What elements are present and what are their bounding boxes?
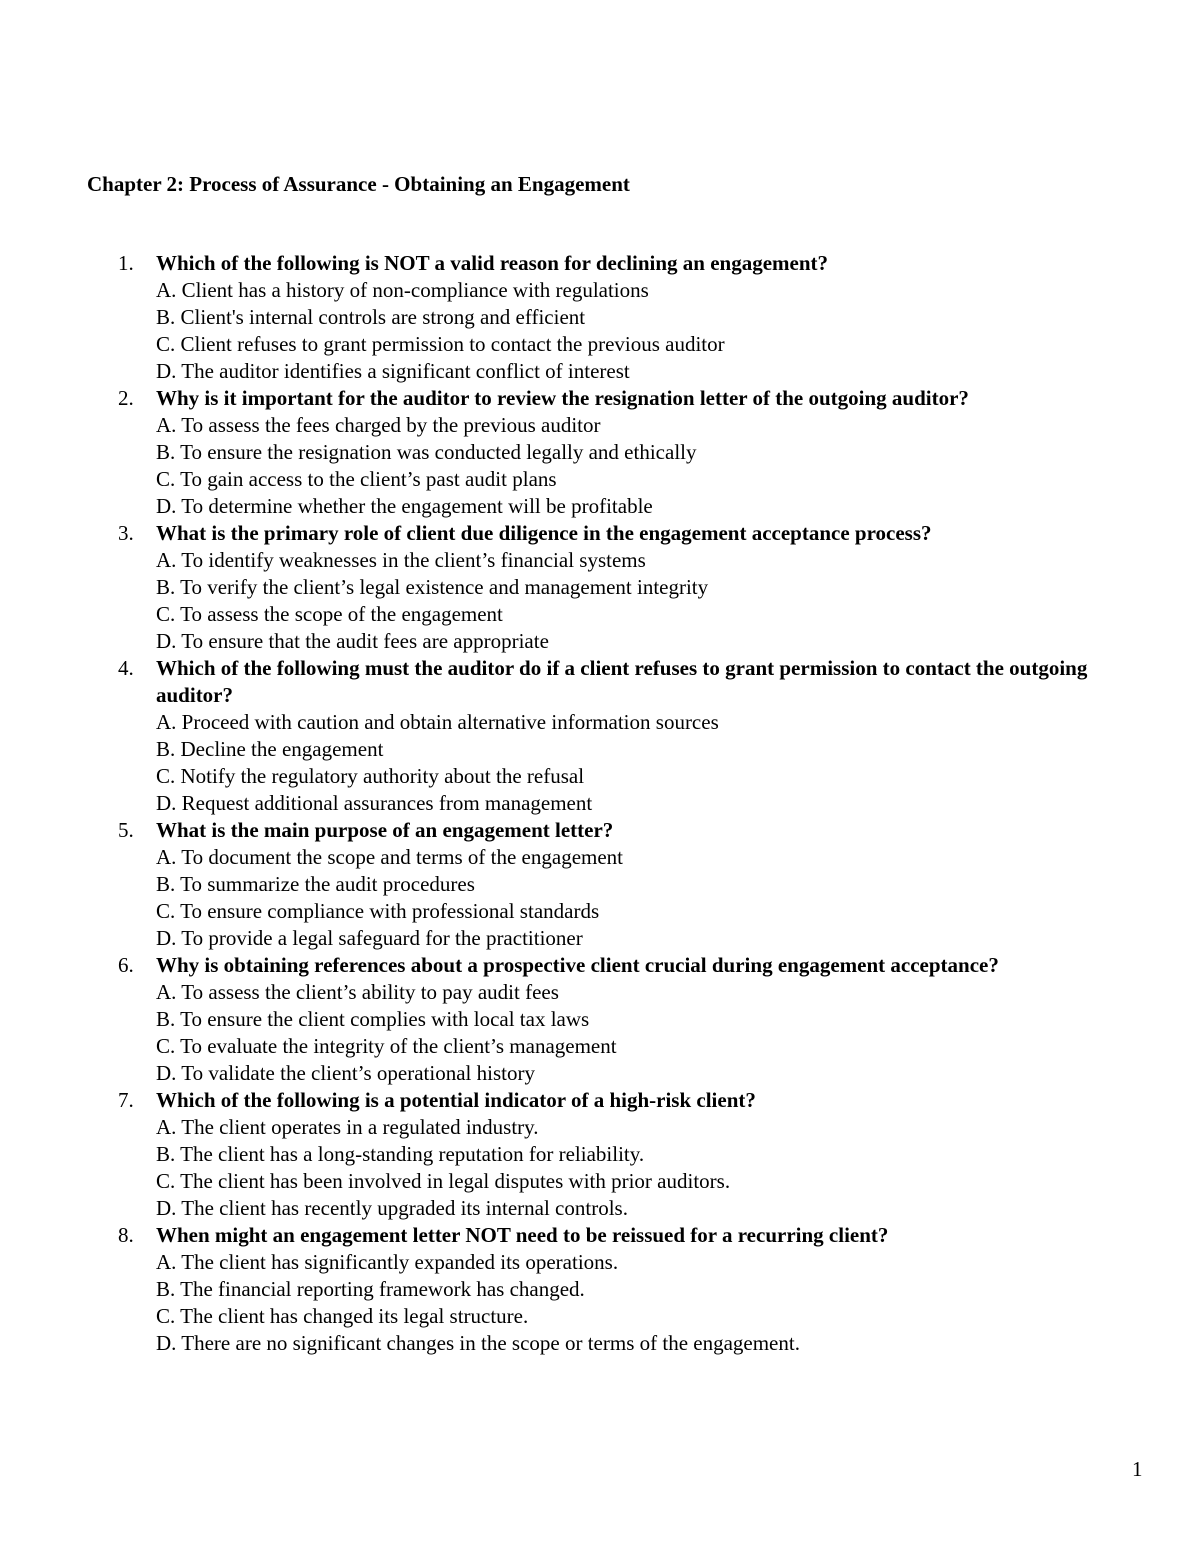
question-number: 2. [118, 386, 134, 410]
question-text: Why is it important for the auditor to review the resignation letter of the outgoing auditor? [156, 386, 969, 410]
answer-option: C. Notify the regulatory authority about the refusal [156, 764, 585, 788]
answer-option: B. To ensure the client complies with local tax laws [156, 1007, 590, 1031]
answer-option: C. To assess the scope of the engagement [156, 602, 503, 626]
question-item [0, 655, 1200, 817]
answer-option: A. To assess the client’s ability to pay audit fees [156, 980, 559, 1004]
answer-option: D. To provide a legal safeguard for the practitioner [156, 926, 583, 950]
answer-option: D. To ensure that the audit fees are appropriate [156, 629, 549, 653]
answer-option: C. To gain access to the client’s past audit plans [156, 467, 557, 491]
answer-option: B. To ensure the resignation was conducted legally and ethically [156, 440, 697, 464]
question-item [0, 520, 1200, 655]
question-list [0, 250, 1200, 1357]
answer-option: C. The client has been involved in legal disputes with prior auditors. [156, 1169, 731, 1193]
answer-option: D. Request additional assurances from management [156, 791, 593, 815]
answer-option: D. The client has recently upgraded its internal controls. [156, 1196, 628, 1220]
answer-option: B. Decline the engagement [156, 737, 384, 761]
question-text: What is the main purpose of an engagement letter? [156, 818, 614, 842]
answer-option: D. The auditor identifies a significant conflict of interest [156, 359, 630, 383]
question-item [0, 1087, 1200, 1222]
answer-option: C. The client has changed its legal structure. [156, 1304, 529, 1328]
answer-option: A. To identify weaknesses in the client’s financial systems [156, 548, 646, 572]
answer-option: A. Client has a history of non-compliance with regulations [156, 278, 649, 302]
question-item [0, 250, 1200, 385]
answer-option: B. To verify the client’s legal existence and management integrity [156, 575, 709, 599]
answer-option: C. To evaluate the integrity of the client’s management [156, 1034, 617, 1058]
question-number: 3. [118, 521, 134, 545]
answer-option: C. To ensure compliance with professional standards [156, 899, 600, 923]
question-text: What is the primary role of client due diligence in the engagement acceptance process? [156, 521, 932, 545]
answer-option: B. Client's internal controls are strong and efficient [156, 305, 586, 329]
question-text: Which of the following is a potential indicator of a high-risk client? [156, 1088, 756, 1112]
question-text: When might an engagement letter NOT need to be reissued for a recurring client? [156, 1223, 889, 1247]
answer-option: D. To determine whether the engagement will be profitable [156, 494, 653, 518]
question-number: 1. [118, 251, 134, 275]
page-number: 1 [1132, 1457, 1143, 1481]
answer-option: B. The financial reporting framework has changed. [156, 1277, 585, 1301]
page-title: Chapter 2: Process of Assurance - Obtaining an Engagement [87, 172, 630, 196]
question-text: Which of the following must the auditor do if a client refuses to grant permission to contact the outgoing auditor? [156, 656, 1088, 707]
answer-option: A. The client has significantly expanded its operations. [156, 1250, 619, 1274]
question-text: Why is obtaining references about a prospective client crucial during engagement acceptance? [156, 953, 999, 977]
answer-option: A. To document the scope and terms of the engagement [156, 845, 624, 869]
answer-option: B. The client has a long-standing reputation for reliability. [156, 1142, 645, 1166]
question-item [0, 952, 1200, 1087]
answer-option: B. To summarize the audit procedures [156, 872, 475, 896]
answer-option: C. Client refuses to grant permission to contact the previous auditor [156, 332, 725, 356]
answer-option: A. To assess the fees charged by the previous auditor [156, 413, 601, 437]
question-number: 5. [118, 818, 134, 842]
answer-option: A. The client operates in a regulated industry. [156, 1115, 539, 1139]
question-item [0, 1222, 1200, 1357]
question-number: 7. [118, 1088, 134, 1112]
answer-option: D. There are no significant changes in the scope or terms of the engagement. [156, 1331, 800, 1355]
question-item [0, 385, 1200, 520]
question-number: 8. [118, 1223, 134, 1247]
question-item [0, 817, 1200, 952]
answer-option: A. Proceed with caution and obtain alternative information sources [156, 710, 719, 734]
question-text: Which of the following is NOT a valid reason for declining an engagement? [156, 251, 829, 275]
answer-option: D. To validate the client’s operational history [156, 1061, 535, 1085]
question-number: 6. [118, 953, 134, 977]
question-number: 4. [118, 656, 134, 680]
